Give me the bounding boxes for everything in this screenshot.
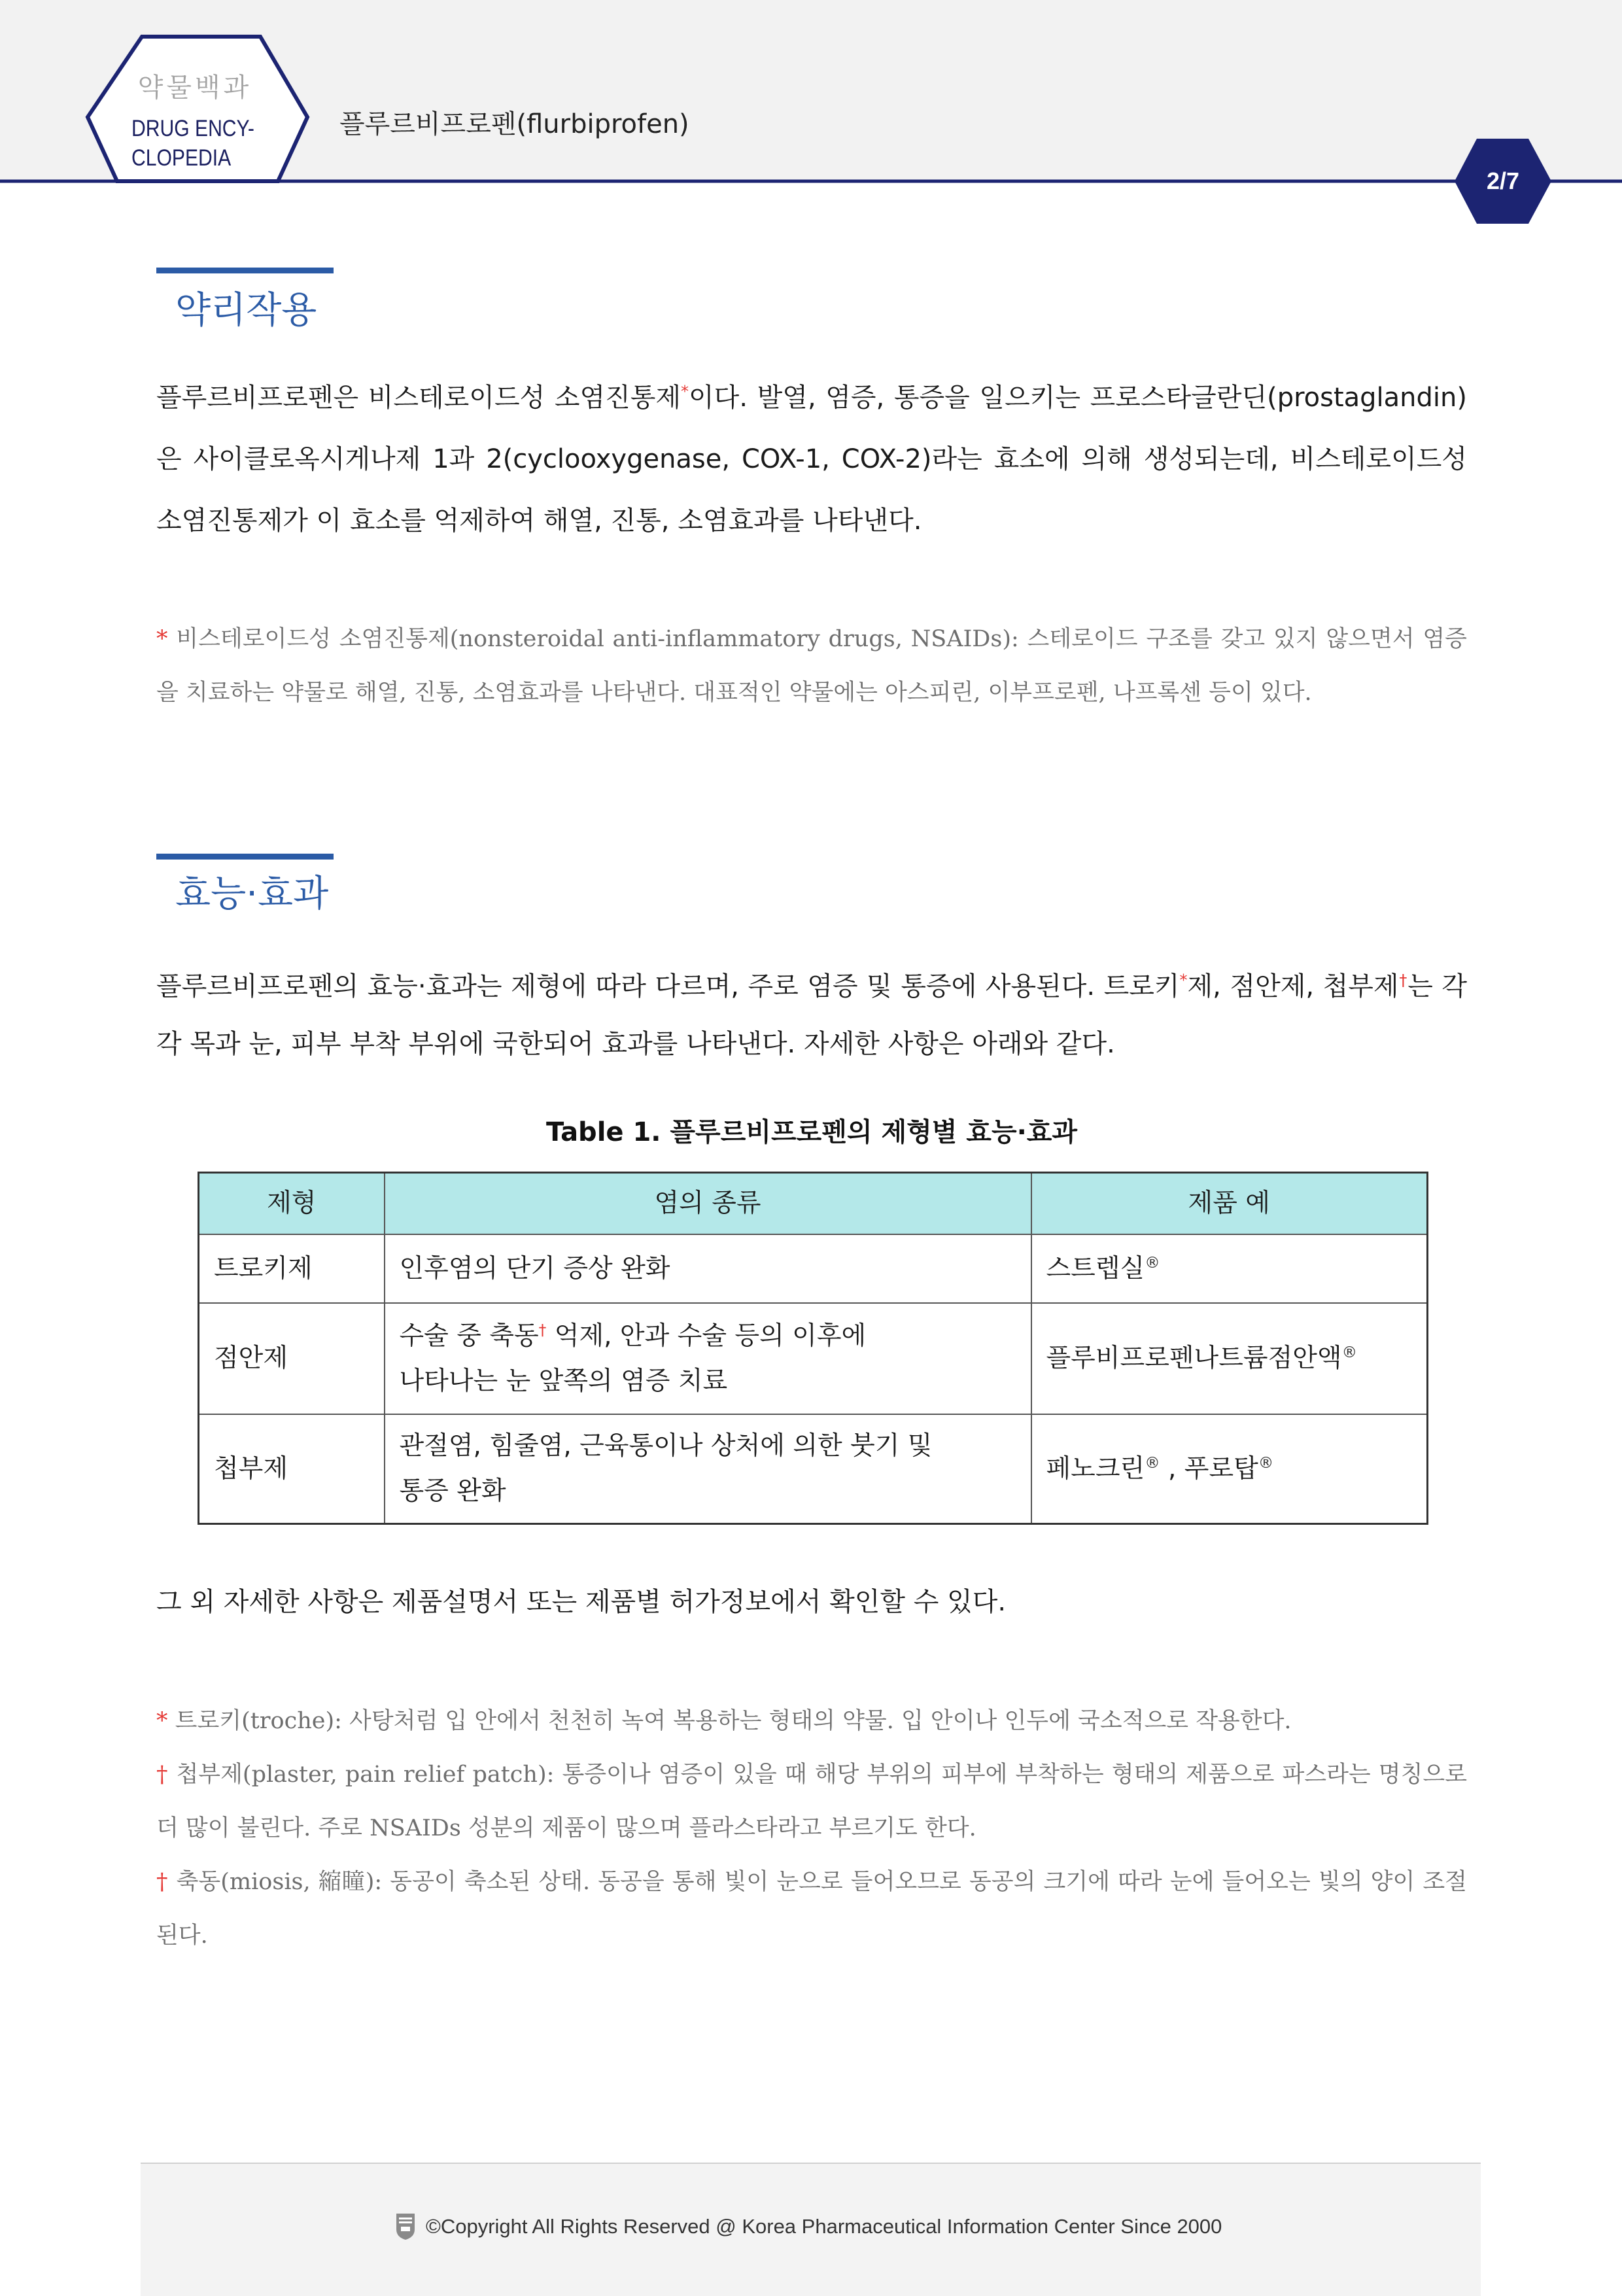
cell-text: 수술 중 축동 [399, 1321, 539, 1351]
table-row [199, 1234, 1428, 1303]
table-header-cell: 제형 [199, 1173, 385, 1234]
product-name: 푸로탑 [1184, 1453, 1258, 1484]
efficacy-paragraph [156, 958, 1467, 1073]
footnote-list [156, 1694, 1467, 1962]
table-cell-effect [385, 1303, 1031, 1414]
registered-mark: ® [1258, 1453, 1274, 1472]
table-row [199, 1414, 1428, 1524]
after-table-note: 그 외 자세한 사항은 제품설명서 또는 제품별 허가정보에서 확인할 수 있다. [156, 1587, 1007, 1617]
document-title: 플루르비프로펜(flurbiprofen) [339, 109, 689, 139]
table-header-cell: 제품 예 [1031, 1173, 1428, 1234]
section-bar [156, 854, 334, 860]
cell-text: 억제, 안과 수술 등의 이후에 [546, 1321, 867, 1351]
cell-line: 나타나는 눈 앞쪽의 염증 치료 [399, 1366, 728, 1396]
paragraph-text: 제, 점안제, 첩부제 [1187, 971, 1399, 1001]
section-heading-efficacy: 효능·효과 [175, 873, 329, 915]
table-cell-effect [385, 1234, 1031, 1303]
pharmacology-paragraph [156, 367, 1467, 551]
main-content [156, 268, 1467, 1962]
product-name: 페노크린 [1046, 1453, 1145, 1484]
cell-line: 통증 완화 [399, 1476, 506, 1506]
paragraph-text: 는 각각 목과 눈, 피부 부착 부위에 국한되어 효과를 나타낸다. 자세한 사항은 아래와 같다. [156, 971, 1468, 1059]
table-cell-product [1031, 1414, 1428, 1524]
product-separator: , [1160, 1453, 1184, 1484]
paragraph-text: 플루르비프로펜의 효능·효과는 제형에 따라 다르며, 주로 염증 및 통증에 사용된다. 트로키 [156, 971, 1180, 1001]
table-cell-effect [385, 1414, 1031, 1524]
table-header-cell: 염의 종류 [385, 1173, 1031, 1234]
page-number: 2/7 [1486, 167, 1520, 194]
copyright-text: ©Copyright All Rights Reserved @ Korea Pharmaceutical Information Center Since 2000 [426, 2215, 1222, 2238]
table-row [199, 1303, 1428, 1414]
footnote-miosis [156, 1855, 1467, 1962]
table-caption: Table 1. 플루르비프로펜의 제형별 효능·효과 [545, 1117, 1078, 1147]
logo-english-line1: DRUG ENCY- [131, 116, 254, 141]
table-cell-form: 점안제 [199, 1303, 385, 1414]
logo-korean: 약물백과 [137, 73, 252, 103]
table-cell-product [1031, 1303, 1428, 1414]
paragraph-text: 이다. 발열, 염증, 통증을 일으키는 프로스타글란딘(prostaglandin)은 사이클로옥시게나제 1과 2(cyclooxygenase, COX-1, COX-2)라는 효소에 의해 생성되는데, 비스테로이드성 소염진통제가 이 효소를 억제하여 해열, 진통, 소염효과를 나타낸다. [156, 383, 1467, 536]
footer [141, 2163, 1481, 2296]
paragraph-text: 플루르비프로펜은 비스테로이드성 소염진통제 [156, 383, 682, 413]
footnote-text: 트로키(troche): 사탕처럼 입 안에서 천천히 녹여 복용하는 형태의 약물. 입 안이나 인두에 국소적으로 작용한다. [175, 1708, 1292, 1734]
footnote-text: 첩부제(plaster, pain relief patch): 통증이나 염증이 있을 때 해당 부위의 피부에 부착하는 형태의 제품으로 파스라는 명칭으로 더 많이 불린다. 주로 NSAIDs 성분의 제품이 많으며 플라스타라고 부르기도 한다. [156, 1762, 1467, 1841]
registered-mark: ® [1145, 1253, 1160, 1272]
crest-icon [395, 2212, 416, 2241]
product-name: 플루비프로펜나트륨점안액 [1046, 1344, 1342, 1373]
table-cell-form: 첩부제 [199, 1414, 385, 1524]
footnote-marker: * [1179, 971, 1188, 990]
cell-line: 인후염의 단기 증상 완화 [399, 1253, 670, 1283]
footnote-marker: * [681, 382, 689, 401]
cell-line [400, 1313, 1016, 1359]
footnote-plaster [156, 1748, 1467, 1855]
section-heading-pharmacology: 약리작용 [175, 289, 317, 332]
footnote-marker: † [1398, 971, 1408, 990]
product-name: 스트렙실 [1046, 1253, 1145, 1283]
footnote-marker: † [156, 1869, 169, 1895]
registered-mark: ® [1145, 1453, 1160, 1472]
table-header-row [199, 1173, 1428, 1234]
footnote-marker: † [156, 1762, 169, 1788]
footnote-nsaids [156, 612, 1467, 720]
efficacy-table [198, 1172, 1428, 1525]
table-cell-form: 트로키제 [199, 1234, 385, 1303]
section-bar [156, 268, 334, 273]
footnote-text: 비스테로이드성 소염진통제(nonsteroidal anti-inflammatory drugs, NSAIDs): 스테로이드 구조를 갖고 있지 않으면서 염증을 치료하는 약물로 해열, 진통, 소염효과를 나타낸다. 대표적인 약물에는 아스피린, 이부프로펜, 나프록센 등이 있다. [156, 626, 1467, 706]
logo-english-line2: CLOPEDIA [131, 145, 232, 171]
cell-line: 관절염, 힘줄염, 근육통이나 상처에 의한 붓기 및 [399, 1431, 933, 1461]
footnote-marker: * [156, 626, 168, 652]
table-cell-product [1031, 1234, 1428, 1303]
footnote-troche [156, 1694, 1467, 1748]
registered-mark: ® [1341, 1343, 1357, 1361]
footnote-marker: * [156, 1708, 168, 1734]
footnote-text: 축동(miosis, 縮瞳): 동공이 축소된 상태. 동공을 통해 빛이 눈으로 들어오므로 동공의 크기에 따라 눈에 들어오는 빛의 양이 조절된다. [156, 1869, 1467, 1949]
footnote-marker: † [538, 1320, 547, 1339]
